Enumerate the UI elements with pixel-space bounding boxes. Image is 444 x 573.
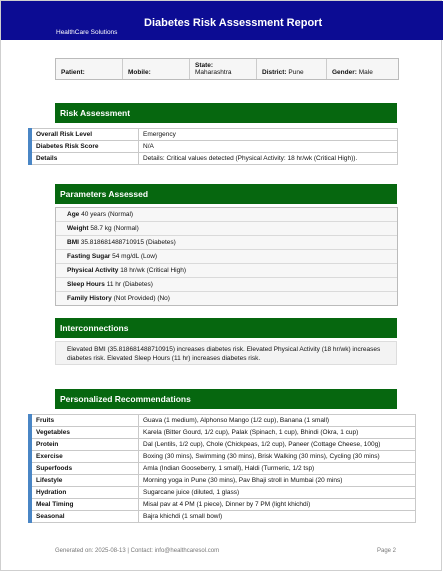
- risk-key: Details: [30, 153, 139, 165]
- state-value: Maharashtra: [195, 69, 232, 76]
- rec-key: Exercise: [30, 451, 139, 463]
- rec-value: Misal pav at 4 PM (1 piece), Dinner by 7 PM (light khichdi): [139, 499, 416, 511]
- rec-value: Morning yoga in Pune (30 mins), Pav Bhaji stroll in Mumbai (20 mins): [139, 475, 416, 487]
- patient-info-box: [55, 58, 399, 80]
- table-row: [30, 451, 416, 463]
- gender-label: Gender:: [332, 69, 357, 76]
- mobile-label: Mobile:: [128, 69, 151, 76]
- page-number: Page 2: [377, 548, 397, 554]
- recommendations-table: [28, 414, 416, 523]
- param-name: Physical Activity: [67, 267, 119, 274]
- risk-value: Details: Critical values detected (Physical Activity: 18 hr/wk (Critical High)).: [139, 153, 398, 165]
- report-title: Diabetes Risk Assessment Report: [144, 17, 323, 29]
- table-row: [30, 511, 416, 523]
- rec-value: Boxing (30 mins), Swimming (30 mins), Brisk Walking (30 mins), Cycling (30 mins): [139, 451, 416, 463]
- list-item: [56, 222, 397, 236]
- state-label: State:: [195, 62, 214, 69]
- rec-key: Meal Timing: [30, 499, 139, 511]
- param-name: Weight: [67, 225, 89, 232]
- gender-value: Male: [358, 69, 373, 76]
- list-item: [56, 250, 397, 264]
- list-item: [56, 264, 397, 278]
- param-value: 40 years (Normal): [79, 211, 134, 218]
- param-name: BMI: [67, 239, 79, 246]
- mobile-cell: [123, 59, 190, 79]
- interconnections-text: Elevated BMI (35.818681488710915) increases diabetes risk. Elevated Physical Activity (18 hr/wk) increases diabetes risk. Elevated Sleep Hours (11 hr) increases diabetes risk.: [55, 341, 397, 365]
- risk-value: N/A: [139, 141, 398, 153]
- list-item: [56, 278, 397, 292]
- param-name: Age: [67, 211, 80, 218]
- rec-value: Amla (Indian Gooseberry, 1 small), Haldi (Turmeric, 1/2 tsp): [139, 463, 416, 475]
- parameters-list: [55, 207, 398, 306]
- table-row: [30, 427, 416, 439]
- rec-key: Superfoods: [30, 463, 139, 475]
- risk-key: Diabetes Risk Score: [30, 141, 139, 153]
- rec-key: Lifestyle: [30, 475, 139, 487]
- param-value: 18 hr/wk (Critical High): [118, 267, 186, 274]
- gender-cell: [327, 59, 398, 79]
- param-value: 58.7 kg (Normal): [88, 225, 139, 232]
- table-row: [30, 415, 416, 427]
- list-item: [56, 236, 397, 250]
- district-cell: [257, 59, 327, 79]
- rec-value: Guava (1 medium), Alphonso Mango (1/2 cup), Banana (1 small): [139, 415, 416, 427]
- rec-key: Seasonal: [30, 511, 139, 523]
- rec-value: Karela (Bitter Gourd, 1/2 cup), Palak (Spinach, 1 cup), Bhindi (Okra, 1 cup): [139, 427, 416, 439]
- company-name: HealthCare Solutions: [56, 29, 118, 36]
- param-value: (Not Provided) (No): [111, 295, 170, 302]
- table-row: [30, 499, 416, 511]
- rec-key: Protein: [30, 439, 139, 451]
- rec-value: Dal (Lentils, 1/2 cup), Chole (Chickpeas, 1/2 cup), Paneer (Cottage Cheese, 100g): [139, 439, 416, 451]
- table-row: [30, 439, 416, 451]
- rec-key: Vegetables: [30, 427, 139, 439]
- rec-value: Bajra khichdi (1 small bowl): [139, 511, 416, 523]
- table-row: [30, 153, 398, 165]
- interconnections-heading: Interconnections: [55, 318, 397, 338]
- generated-footer: Generated on: 2025-08-13 | Contact: info@healthcaresol.com: [55, 548, 220, 554]
- list-item: [56, 292, 397, 305]
- rec-key: Hydration: [30, 487, 139, 499]
- table-row: [30, 463, 416, 475]
- risk-key: Overall Risk Level: [30, 129, 139, 141]
- parameters-heading: Parameters Assessed: [55, 184, 397, 204]
- param-name: Family History: [67, 295, 112, 302]
- param-value: 35.818681488710915 (Diabetes): [78, 239, 176, 246]
- param-name: Fasting Sugar: [67, 253, 111, 260]
- district-value: Pune: [288, 69, 304, 76]
- state-cell: [190, 59, 257, 79]
- risk-value: Emergency: [139, 129, 398, 141]
- table-row: [30, 475, 416, 487]
- list-item: [56, 208, 397, 222]
- risk-assessment-table: [28, 128, 398, 165]
- patient-label: Patient:: [61, 69, 85, 76]
- recommendations-heading: Personalized Recommendations: [55, 389, 397, 409]
- table-row: [30, 141, 398, 153]
- risk-assessment-heading: Risk Assessment: [55, 103, 397, 123]
- param-value: 11 hr (Diabetes): [104, 281, 153, 288]
- param-value: 54 mg/dL (Low): [110, 253, 158, 260]
- district-label: District:: [262, 69, 287, 76]
- rec-value: Sugarcane juice (diluted, 1 glass): [139, 487, 416, 499]
- patient-cell: [56, 59, 123, 79]
- rec-key: Fruits: [30, 415, 139, 427]
- report-header: [1, 1, 443, 40]
- param-name: Sleep Hours: [67, 281, 105, 288]
- table-row: [30, 487, 416, 499]
- table-row: [30, 129, 398, 141]
